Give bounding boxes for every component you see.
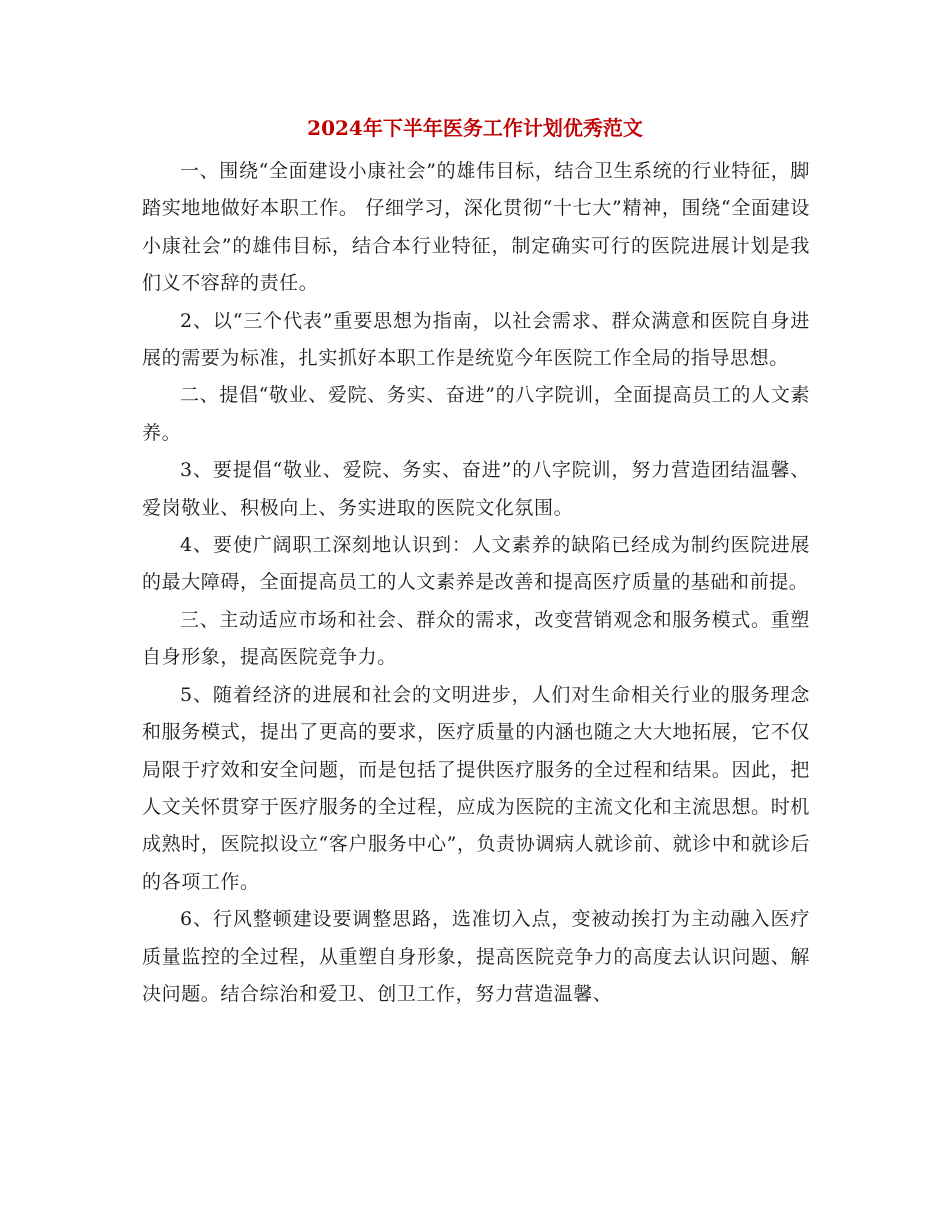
paragraph-7: 5、随着经济的进展和社会的文明进步，人们对生命相关行业的服务理念和服务模式，提出了更高的要求，医疗质量的内涵也随之大大地拓展，它不仅局限于疗效和安全问题，而是包括了提供医疗服务的全过程和结果。因此，把人文关怀贯穿于医疗服务的全过程，应成为医院的主流文化和主流思想。时机成熟时，医院拟设立“客户服务中心”，负责协调病人就诊前、就诊中和就诊后的各项工作。	[142, 683, 810, 893]
paragraph-8: 6、行风整顿建设要调整思路，选准切入点，变被动挨打为主动融入医疗质量监控的全过程，从重塑自身形象，提高医院竞争力的高度去认识问题、解决问题。结合综治和爱卫、创卫工作，努力营造温馨、	[142, 908, 810, 1005]
paragraph-4: 3、要提倡“敬业、爱院、务实、奋进”的八字院训，努力营造团结温馨、爱岗敬业、积极向上、务实进取的医院文化氛围。	[142, 459, 810, 519]
paragraph-6: 三、主动适应市场和社会、群众的需求，改变营销观念和服务模式。重塑自身形象，提高医院竞争力。	[142, 608, 810, 669]
document-body	[142, 153, 810, 1013]
paragraph-3: 二、提倡“敬业、爱院、务实、奋进”的八字院训，全面提高员工的人文素养。	[142, 384, 810, 444]
paragraph-2: 2、以“三个代表”重要思想为指南，以社会需求、群众满意和医院自身进展的需要为标准，扎实抓好本职工作是统览今年医院工作全局的指导思想。	[142, 309, 810, 370]
paragraph-1: 一、围绕“全面建设小康社会”的雄伟目标，结合卫生系统的行业特征，脚踏实地地做好本职工作。 仔细学习，深化贯彻“十七大”精神，围绕“全面建设小康社会”的雄伟目标，结合本行业特征，制定确实可行的医院进展计划是我们义不容辞的责任。	[142, 160, 810, 295]
document-title: 2024年下半年医务工作计划优秀范文	[307, 116, 643, 140]
paragraph-5: 4、要使广阔职工深刻地认识到：人文素养的缺陷已经成为制约医院进展的最大障碍，全面提高员工的人文素养是改善和提高医疗质量的基础和前提。	[142, 534, 810, 594]
